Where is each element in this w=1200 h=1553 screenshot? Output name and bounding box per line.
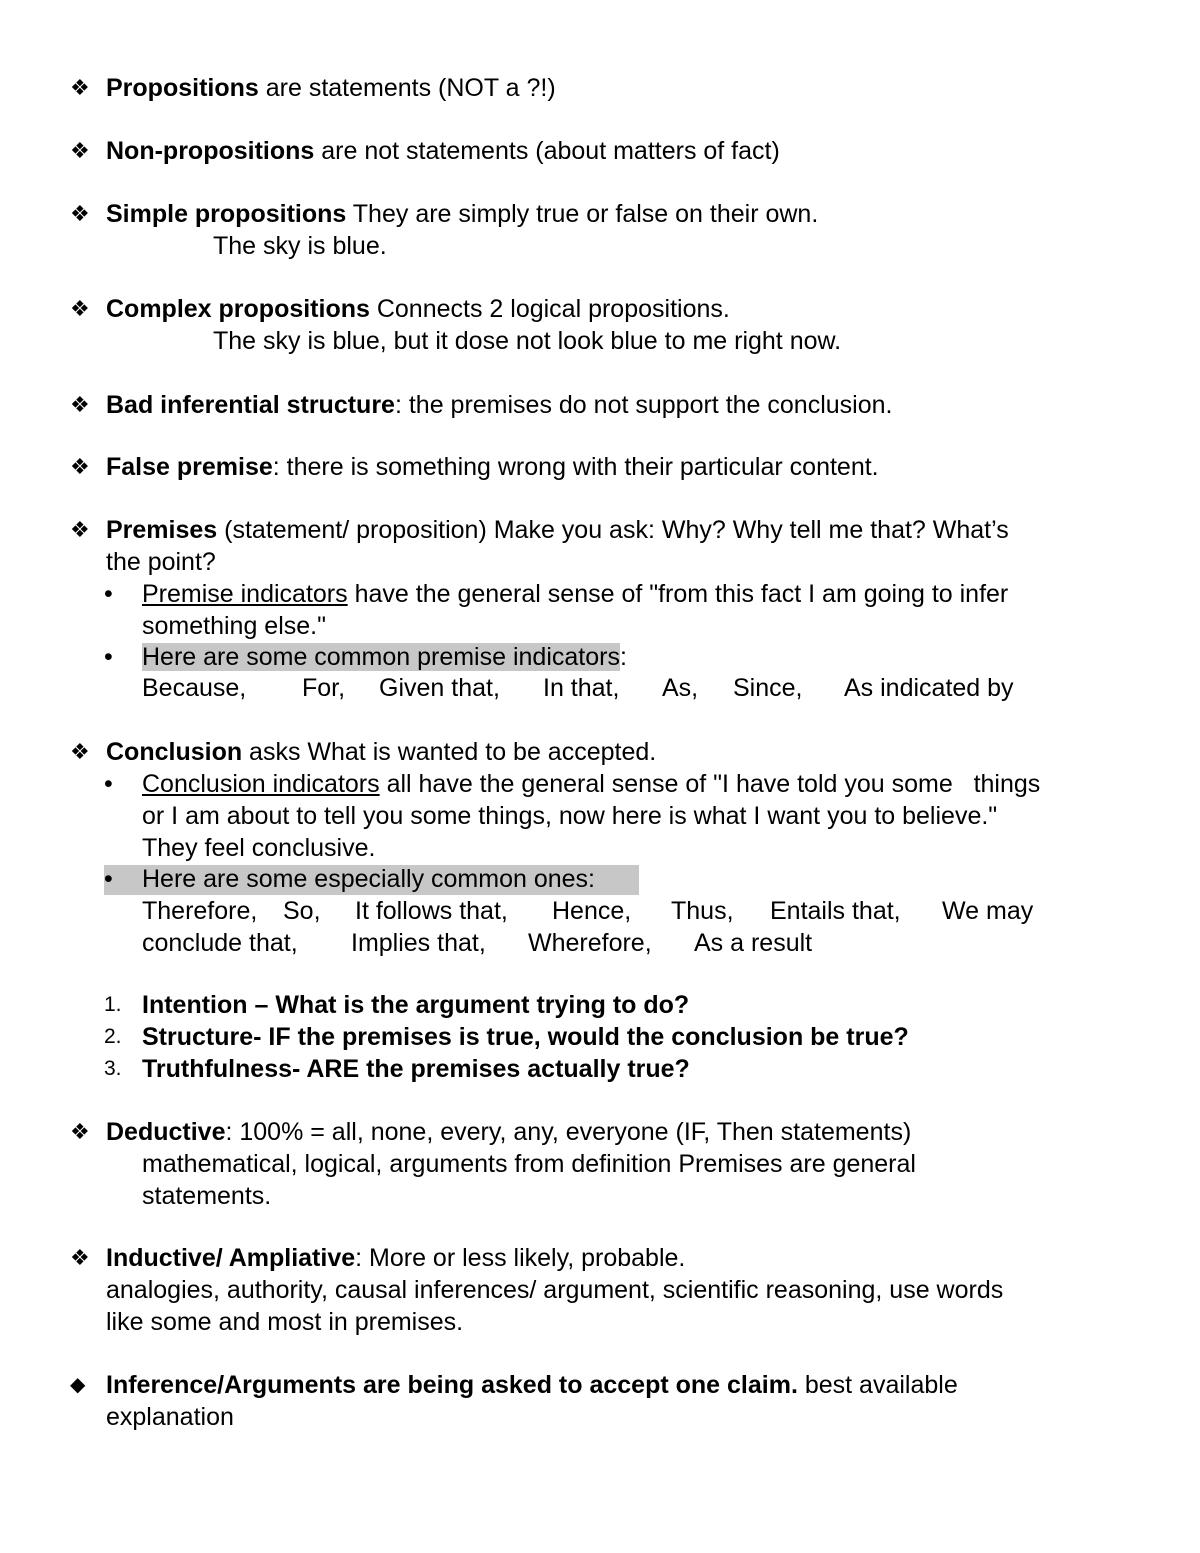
indicator-word: We may: [942, 897, 1034, 925]
sub-definition-continued: They feel conclusive.: [142, 834, 376, 862]
conclusion-item: [106, 736, 656, 768]
term: Inference/Arguments are being asked to accept one claim.: [106, 1371, 798, 1399]
highlighted-text: Here are some common premise indicators: [142, 643, 620, 671]
indicator-word: Given that,: [379, 674, 500, 702]
sub-definition-continued: something else.": [142, 612, 326, 640]
definition: : 100% = all, none, every, any, everyone (IF, Then statements): [225, 1118, 912, 1146]
indicator-word: Thus,: [671, 897, 734, 925]
indicator-word: For,: [302, 674, 346, 702]
diamond-bullet-icon: ◆: [70, 1374, 86, 1396]
term: Premises: [106, 516, 218, 544]
premise-indicator-list: [142, 672, 1014, 704]
bad-inferential-item: [106, 389, 892, 421]
inference-item: [106, 1369, 958, 1401]
definition: (statement/ proposition) Make you ask: Why? Why tell me that? What’s: [217, 516, 1009, 544]
definition: asks What is wanted to be accepted.: [242, 738, 657, 766]
list-number: 3.: [104, 1057, 122, 1080]
bullet-icon: ❖: [70, 517, 90, 542]
indicator-word: In that,: [543, 674, 620, 702]
dot-bullet: •: [104, 643, 113, 671]
definition: Connects 2 logical propositions.: [369, 295, 730, 323]
list-number: 1.: [104, 993, 122, 1016]
premises-item: [106, 514, 1009, 546]
conclusion-indicator-list: [142, 895, 1033, 927]
common-conclusion-indicators-item: [142, 863, 595, 895]
term: Deductive: [106, 1118, 226, 1146]
premise-indicators-item: [142, 578, 1008, 610]
indicator-word: As,: [662, 674, 699, 702]
definition: are statements (NOT a ?!): [258, 74, 556, 102]
definition: : More or less likely, probable.: [355, 1244, 686, 1272]
inductive-item: [106, 1242, 685, 1274]
suffix: :: [619, 643, 627, 671]
indicator-word: It follows that,: [355, 897, 508, 925]
definition: : the premises do not support the conclusion.: [394, 391, 893, 419]
indicator-word: Since,: [733, 674, 803, 702]
simple-propositions-item: [106, 198, 818, 230]
list-number: 2.: [104, 1025, 122, 1048]
term: Bad inferential structure: [106, 391, 395, 419]
definition: They are simply true or false on their own.: [346, 200, 819, 228]
bullet-icon: ❖: [70, 138, 90, 163]
indicator-word: Entails that,: [770, 897, 901, 925]
term: Non-propositions: [106, 137, 315, 165]
example-text: The sky is blue.: [213, 232, 387, 260]
term: Inductive/ Ampliative: [106, 1244, 356, 1272]
indicator-word: So,: [283, 897, 321, 925]
definition-continued: analogies, authority, causal inferences/ argument, scientific reasoning, use words: [106, 1276, 1004, 1304]
indicator-word: Because,: [142, 674, 247, 702]
term: Conclusion: [106, 738, 243, 766]
term: Complex propositions: [106, 295, 370, 323]
sub-definition-continued: or I am about to tell you some things, now here is what I want you to believe.": [142, 802, 998, 830]
deductive-item: [106, 1116, 911, 1148]
propositions-item: [106, 72, 556, 104]
bullet-icon: ❖: [70, 201, 90, 226]
highlighted-text: Here are some especially common ones:: [142, 865, 595, 893]
indicator-word: Hence,: [552, 897, 632, 925]
definition-continued: like some and most in premises.: [106, 1308, 464, 1336]
numbered-item: Truthfulness- ARE the premises actually true?: [142, 1055, 690, 1083]
definition: are not statements (about matters of fact): [314, 137, 780, 165]
indicator-word: Wherefore,: [528, 929, 652, 957]
sub-definition: all have the general sense of "I have told you some things: [379, 770, 1041, 798]
bullet-icon: ❖: [70, 454, 90, 479]
indicator-word: As indicated by: [844, 674, 1014, 702]
numbered-item: Structure- IF the premises is true, would the conclusion be true?: [142, 1023, 909, 1051]
bullet-icon: ❖: [70, 392, 90, 417]
dot-bullet: •: [104, 580, 113, 608]
conclusion-indicator-list: [142, 927, 812, 959]
definition: best available: [797, 1371, 958, 1399]
indicator-word: conclude that,: [142, 929, 298, 957]
definition-continued: the point?: [106, 548, 216, 576]
term: False premise: [106, 453, 273, 481]
indicator-word: Therefore,: [142, 897, 258, 925]
bullet-icon: ❖: [70, 1119, 90, 1144]
non-propositions-item: [106, 135, 780, 167]
term: Propositions: [106, 74, 259, 102]
definition-continued: mathematical, logical, arguments from definition Premises are general: [142, 1150, 916, 1178]
definition: : there is something wrong with their particular content.: [272, 453, 879, 481]
conclusion-indicators-item: [142, 768, 1040, 800]
dot-bullet: •: [104, 770, 113, 798]
common-premise-indicators-item: [142, 641, 627, 673]
bullet-icon: ❖: [70, 75, 90, 100]
example-text: The sky is blue, but it dose not look blue to me right now.: [213, 327, 842, 355]
sub-term: Conclusion indicators: [142, 770, 380, 798]
complex-propositions-item: [106, 293, 730, 325]
sub-definition: have the general sense of "from this fact I am going to infer: [347, 580, 1009, 608]
definition-continued: statements.: [142, 1182, 272, 1210]
indicator-word: As a result: [694, 929, 813, 957]
false-premise-item: [106, 451, 879, 483]
dot-bullet: •: [104, 865, 113, 893]
bullet-icon: ❖: [70, 1245, 90, 1270]
definition-continued: explanation: [106, 1403, 234, 1431]
indicator-word: Implies that,: [351, 929, 486, 957]
bullet-icon: ❖: [70, 296, 90, 321]
sub-term: Premise indicators: [142, 580, 348, 608]
term: Simple propositions: [106, 200, 347, 228]
bullet-icon: ❖: [70, 739, 90, 764]
numbered-item: Intention – What is the argument trying to do?: [142, 991, 690, 1019]
